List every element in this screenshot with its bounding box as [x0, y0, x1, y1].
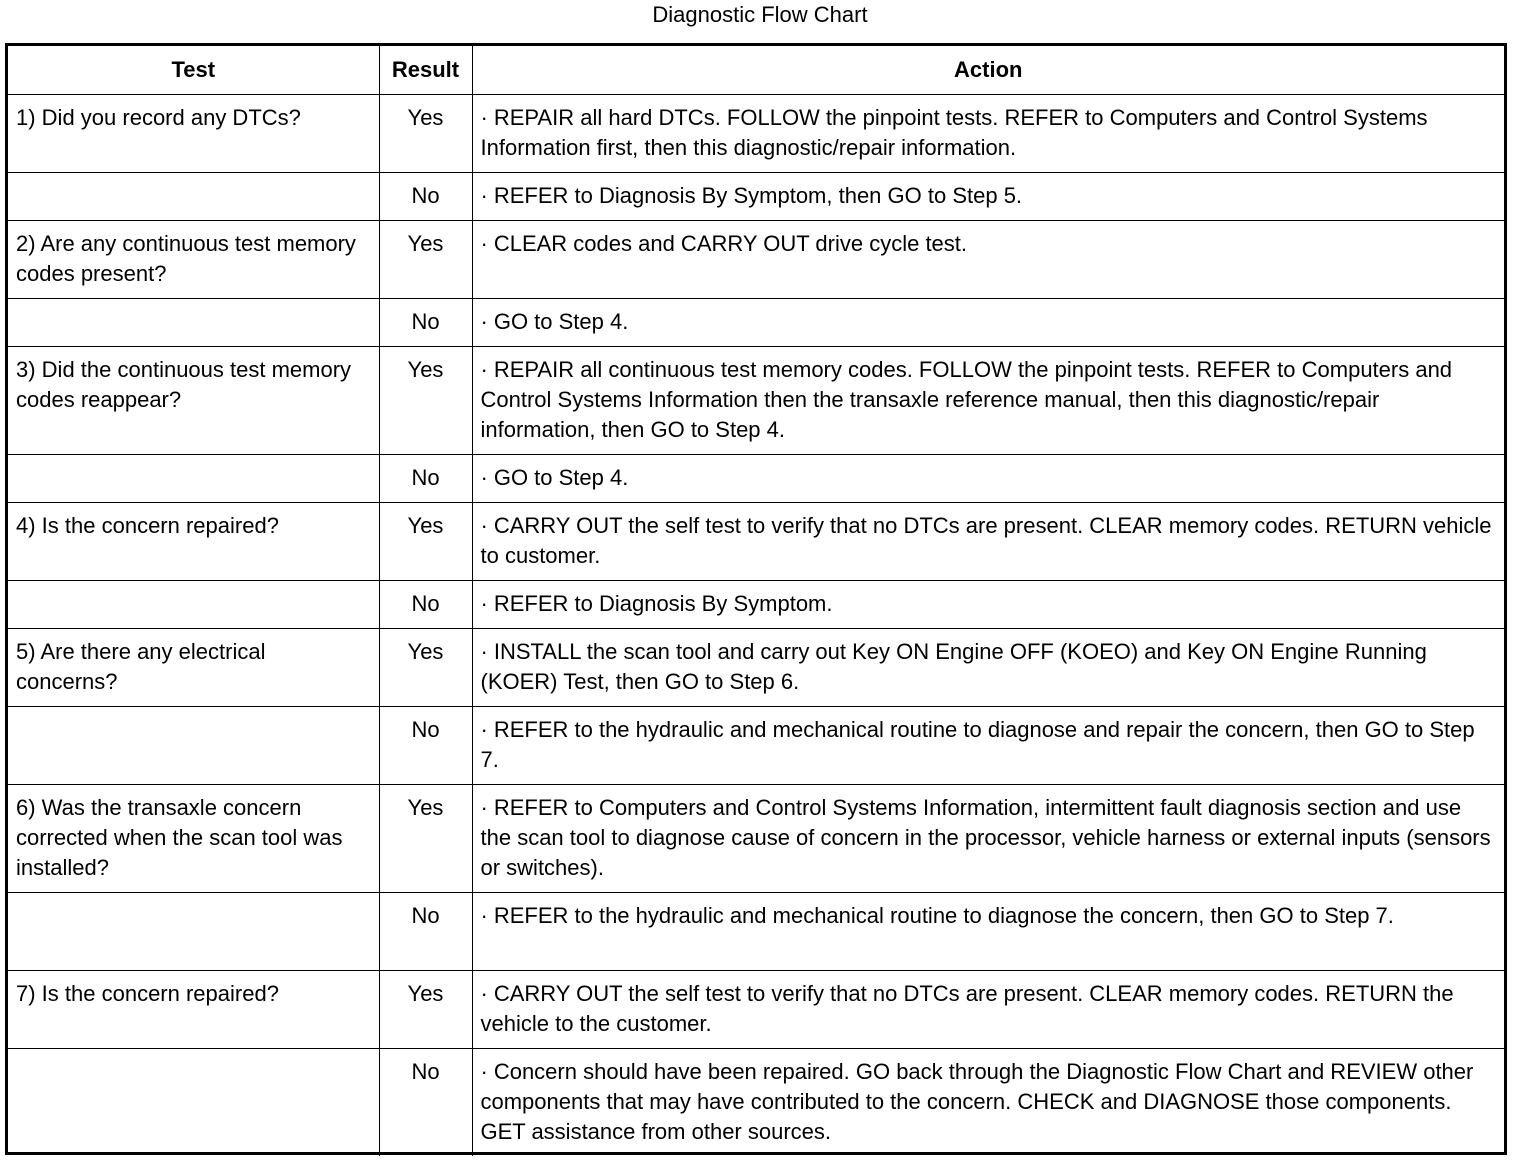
action-cell	[472, 220, 1504, 298]
action-text: GO to Step 4.	[493, 464, 629, 490]
header-action: Action	[472, 46, 1504, 94]
bullet-icon: ·	[480, 464, 488, 490]
table-row	[8, 346, 1504, 454]
test-cell	[8, 454, 379, 502]
action-text: REFER to the hydraulic and mechanical routine to diagnose and repair the concern, then GO to Step 7.	[480, 716, 1475, 772]
test-cell	[8, 892, 379, 970]
result-cell: Yes	[379, 970, 472, 1048]
test-cell: 1) Did you record any DTCs?	[8, 94, 379, 172]
action-cell	[472, 580, 1504, 628]
bullet-icon: ·	[480, 716, 488, 742]
diagnostic-table	[5, 43, 1507, 1155]
action-cell	[472, 970, 1504, 1048]
table-row	[8, 970, 1504, 1048]
result-cell: No	[379, 454, 472, 502]
test-cell: 2) Are any continuous test memory codes present?	[8, 220, 379, 298]
test-cell: 6) Was the transaxle concern corrected when the scan tool was installed?	[8, 784, 379, 892]
action-text: REFER to the hydraulic and mechanical routine to diagnose the concern, then GO to Step 7.	[493, 902, 1394, 928]
action-text: GO to Step 4.	[493, 308, 629, 334]
table-row	[8, 784, 1504, 892]
table-row	[8, 1048, 1504, 1156]
bullet-icon: ·	[480, 182, 488, 208]
bullet-icon: ·	[480, 512, 488, 538]
action-text: REFER to Computers and Control Systems Information, intermittent fault diagnosis section and use the scan tool to diagnose cause of concern in the processor, vehicle harness or external inputs (sensors or switches).	[480, 794, 1491, 880]
result-cell: No	[379, 706, 472, 784]
action-cell	[472, 94, 1504, 172]
result-cell: No	[379, 298, 472, 346]
action-text: CARRY OUT the self test to verify that no DTCs are present. CLEAR memory codes. RETURN vehicle to customer.	[480, 512, 1492, 568]
action-text: REPAIR all hard DTCs. FOLLOW the pinpoint tests. REFER to Computers and Control Systems Information first, then this diagnostic/repair information.	[480, 104, 1428, 160]
action-cell	[472, 628, 1504, 706]
test-cell: 4) Is the concern repaired?	[8, 502, 379, 580]
table-row	[8, 580, 1504, 628]
test-cell: 3) Did the continuous test memory codes reappear?	[8, 346, 379, 454]
test-cell	[8, 298, 379, 346]
bullet-icon: ·	[480, 104, 488, 130]
result-cell: Yes	[379, 220, 472, 298]
test-cell	[8, 706, 379, 784]
table-row	[8, 172, 1504, 220]
test-cell: 5) Are there any electrical concerns?	[8, 628, 379, 706]
bullet-icon: ·	[480, 590, 488, 616]
table-row	[8, 502, 1504, 580]
action-cell	[472, 298, 1504, 346]
action-cell	[472, 784, 1504, 892]
action-cell	[472, 172, 1504, 220]
bullet-icon: ·	[480, 980, 488, 1006]
header-result: Result	[379, 46, 472, 94]
bullet-icon: ·	[480, 230, 488, 256]
test-cell	[8, 172, 379, 220]
result-cell: Yes	[379, 94, 472, 172]
action-cell	[472, 502, 1504, 580]
action-text: CARRY OUT the self test to verify that no DTCs are present. CLEAR memory codes. RETURN the vehicle to the customer.	[480, 980, 1454, 1036]
result-cell: Yes	[379, 346, 472, 454]
result-cell: No	[379, 1048, 472, 1156]
action-text: REFER to Diagnosis By Symptom, then GO to Step 5.	[493, 182, 1023, 208]
action-cell	[472, 346, 1504, 454]
bullet-icon: ·	[480, 638, 488, 664]
bullet-icon: ·	[480, 1058, 488, 1084]
header-test: Test	[8, 46, 379, 94]
bullet-icon: ·	[480, 902, 488, 928]
table-row	[8, 892, 1504, 970]
table-row	[8, 220, 1504, 298]
action-cell	[472, 892, 1504, 970]
result-cell: No	[379, 892, 472, 970]
bullet-icon: ·	[480, 794, 488, 820]
action-text: Concern should have been repaired. GO back through the Diagnostic Flow Chart and REVIEW other components that may have contributed to the concern. CHECK and DIAGNOSE those components. GET assistance from other sources.	[480, 1058, 1474, 1144]
table-row	[8, 628, 1504, 706]
bullet-icon: ·	[480, 308, 488, 334]
action-text: INSTALL the scan tool and carry out Key ON Engine OFF (KOEO) and Key ON Engine Running (KOER) Test, then GO to Step 6.	[480, 638, 1427, 694]
table-row	[8, 454, 1504, 502]
result-cell: Yes	[379, 628, 472, 706]
table-row	[8, 94, 1504, 172]
bullet-icon: ·	[480, 356, 488, 382]
result-cell: Yes	[379, 502, 472, 580]
result-cell: No	[379, 172, 472, 220]
result-cell: Yes	[379, 784, 472, 892]
table-row	[8, 298, 1504, 346]
test-cell: 7) Is the concern repaired?	[8, 970, 379, 1048]
table-row	[8, 706, 1504, 784]
action-cell	[472, 454, 1504, 502]
action-cell	[472, 1048, 1504, 1156]
action-text: CLEAR codes and CARRY OUT drive cycle test.	[493, 230, 968, 256]
action-text: REFER to Diagnosis By Symptom.	[493, 590, 833, 616]
result-cell: No	[379, 580, 472, 628]
action-cell	[472, 706, 1504, 784]
test-cell	[8, 580, 379, 628]
test-cell	[8, 1048, 379, 1156]
action-text: REPAIR all continuous test memory codes. FOLLOW the pinpoint tests. REFER to Computers and Control Systems Information then the transaxle reference manual, then this diagnostic/repair information, then GO to Step 4.	[480, 356, 1453, 442]
page-title: Diagnostic Flow Chart	[652, 2, 868, 27]
